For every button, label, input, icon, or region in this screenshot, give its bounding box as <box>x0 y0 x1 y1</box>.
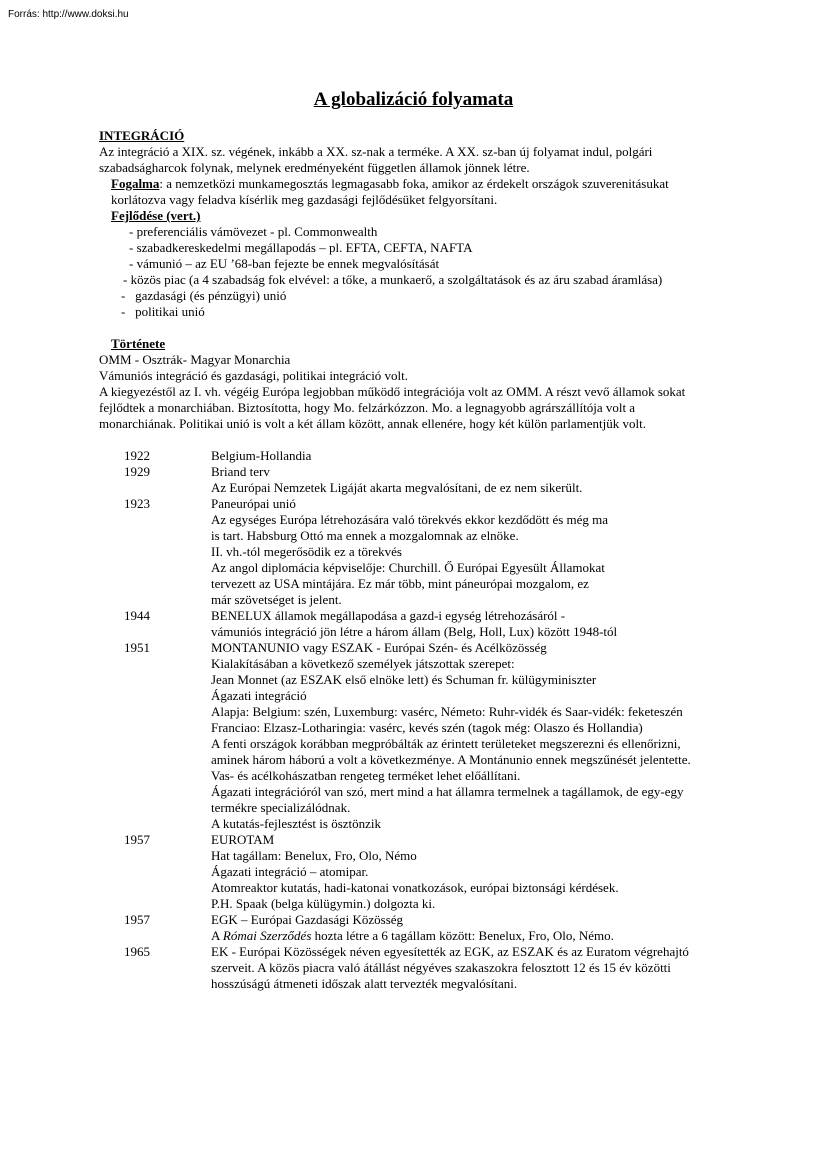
timeline-line: Ágazati integrációról van szó, mert mind a hat államra termelnek a tagállamok, de egy-egy <box>211 784 684 799</box>
tortenete-heading: Története <box>111 336 166 351</box>
tortenete-line: OMM - Osztrák- Magyar Monarchia <box>99 352 291 367</box>
timeline <box>99 448 739 992</box>
fogalma-paragraph <box>99 176 739 192</box>
timeline-year: 1957 <box>124 912 150 927</box>
timeline-line: Jean Monnet (az ESZAK első elnöke lett) és Schuman fr. külügyminiszter <box>211 672 597 687</box>
timeline-line: Az egységes Európa létrehozására való törekvés ekkor kezdődött és még ma <box>211 512 609 527</box>
timeline-line: Franciao: Elzasz-Lotharingia: vasérc, kevés szén (tagok még: Olaszo és Hollandia) <box>211 720 643 735</box>
timeline-line: EGK – Európai Gazdasági Közösség <box>211 912 404 927</box>
integracio-heading: INTEGRÁCIÓ <box>99 128 185 143</box>
source-note: Forrás: http://www.doksi.hu <box>8 9 129 20</box>
timeline-year: 1957 <box>124 832 150 847</box>
timeline-line: szerveit. A közös piacra való átállást négyéves szakaszokra felosztott 12 és 15 év közötti <box>211 960 671 975</box>
list-item: - preferenciális vámövezet - pl. Commonwealth <box>129 224 378 239</box>
timeline-line: MONTANUNIO vagy ESZAK - Európai Szén- és Acélközösség <box>211 640 547 655</box>
rich-emphasis: Római Szerződés <box>222 928 312 943</box>
timeline-line: Az Európai Nemzetek Ligáját akarta megvalósítani, de ez nem sikerült. <box>211 480 583 495</box>
timeline-year: 1965 <box>124 944 150 959</box>
timeline-year: 1923 <box>124 496 150 511</box>
tortenete-line: monarchiának. Politikai unió is volt a két állam között, annak ellenére, hogy két külön parlamentjük volt. <box>99 416 646 431</box>
timeline-line: hosszúságú átmeneti időszak alatt tervezték megvalósítani. <box>211 976 518 991</box>
timeline-entry <box>99 464 739 496</box>
timeline-year: 1929 <box>124 464 150 479</box>
timeline-line: A kutatás-fejlesztést is ösztönzik <box>211 816 382 831</box>
list-item: - vámunió – az EU ’68-ban fejezte be ennek megvalósítását <box>129 256 440 271</box>
timeline-line: Vas- és acélkohászatban rengeteg terméket lehet előállítani. <box>211 768 521 783</box>
tortenete-line: fejlődtek a monarchiában. Biztosította, hogy Mo. felzárkózzon. Mo. a legnagyobb agrárszállítója volt a <box>99 400 636 415</box>
timeline-line: Ágazati integráció <box>211 688 307 703</box>
rich-pre: A <box>211 928 223 943</box>
timeline-line: II. vh.-tól megerősödik ez a törekvés <box>211 544 402 559</box>
timeline-line: Alapja: Belgium: szén, Luxemburg: vasérc, Németo: Ruhr-vidék és Saar-vidék: feketeszén <box>211 704 683 719</box>
timeline-line: Belgium-Hollandia <box>211 448 312 463</box>
timeline-line: tervezett az USA mintájára. Ez már több, mint páneurópai mozgalom, ez <box>211 576 589 591</box>
timeline-entry <box>99 912 739 944</box>
timeline-year: 1951 <box>124 640 150 655</box>
list-item: - politikai unió <box>121 304 205 319</box>
timeline-line: aminek három háború a volt a következménye. A Montánunio ennek megszűnését jelentette. <box>211 752 691 767</box>
timeline-line-rich <box>211 928 739 944</box>
document-body <box>99 128 739 992</box>
timeline-line: A fenti országok korábban megpróbálták az érintett területeket megszerezni és ellenőrizni, <box>211 736 681 751</box>
timeline-line: már szövetséget is jelent. <box>211 592 342 607</box>
integracio-intro-line: szabadságharcok folynak, melynek eredményeként független államok jönnek létre. <box>99 160 530 175</box>
tortenete-line: Vámuniós integráció és gazdasági, politikai integráció volt. <box>99 368 409 383</box>
fogalma-text-continued: korlátozva vagy feladva kísérlik meg gazdasági fejlődésüket felgyorsítani. <box>111 192 498 207</box>
timeline-line: Ágazati integráció – atomipar. <box>211 864 369 879</box>
timeline-line: Hat tagállam: Benelux, Fro, Olo, Némo <box>211 848 417 863</box>
fejlodese-label: Fejlődése (vert.) <box>111 208 201 223</box>
timeline-year: 1944 <box>124 608 150 623</box>
timeline-line: Kialakításában a következő személyek játszottak szerepet: <box>211 656 515 671</box>
timeline-line: Briand terv <box>211 464 270 479</box>
timeline-line: vámuniós integráció jön létre a három állam (Belg, Holl, Lux) között 1948-tól <box>211 624 618 639</box>
timeline-line: termékre specializálódnak. <box>211 800 351 815</box>
page-title: A globalizáció folyamata <box>313 89 514 110</box>
integracio-intro-line: Az integráció a XIX. sz. végének, inkább a XX. sz-nak a terméke. A XX. sz-ban új folyamat indul, polgári <box>99 144 653 159</box>
timeline-entry <box>99 448 739 464</box>
timeline-line: EUROTAM <box>211 832 275 847</box>
timeline-line: BENELUX államok megállapodása a gazd-i egység létrehozásáról - <box>211 608 566 623</box>
timeline-entry <box>99 496 739 608</box>
timeline-line: Az angol diplomácia képviselője: Churchill. Ő Európai Egyesült Államokat <box>211 560 605 575</box>
rich-post: hozta létre a 6 tagállam között: Benelux, Fro, Olo, Némo. <box>311 928 614 943</box>
timeline-entry <box>99 640 739 832</box>
timeline-entry <box>99 944 739 992</box>
list-item: - szabadkereskedelmi megállapodás – pl. EFTA, CEFTA, NAFTA <box>129 240 473 255</box>
list-item: - közös piac (a 4 szabadság fok elvével: a tőke, a munkaerő, a szolgáltatások és az áru szabad áramlása) <box>123 272 663 287</box>
timeline-line: is tart. Habsburg Ottó ma ennek a mozgalomnak az elnöke. <box>211 528 519 543</box>
timeline-year: 1922 <box>124 448 150 463</box>
timeline-line: Atomreaktor kutatás, hadi-katonai vonatkozások, európai biztonsági kérdések. <box>211 880 619 895</box>
fogalma-text: : a nemzetközi munkamegosztás legmagasabb foka, amikor az érdekelt országok szuverenitásukat <box>159 176 669 191</box>
timeline-line: P.H. Spaak (belga külügymin.) dolgozta ki. <box>211 896 436 911</box>
tortenete-line: A kiegyezéstől az I. vh. végéig Európa legjobban működő integrációja volt az OMM. A részt vevő államok sokat <box>99 384 686 399</box>
timeline-entry <box>99 608 739 640</box>
fogalma-label: Fogalma <box>111 176 160 191</box>
list-item: - gazdasági (és pénzügyi) unió <box>121 288 287 303</box>
timeline-line: Paneurópai unió <box>211 496 296 511</box>
timeline-line: EK - Európai Közösségek néven egyesítették az EGK, az ESZAK és az Euratom végrehajtó <box>211 944 689 959</box>
timeline-entry <box>99 832 739 912</box>
